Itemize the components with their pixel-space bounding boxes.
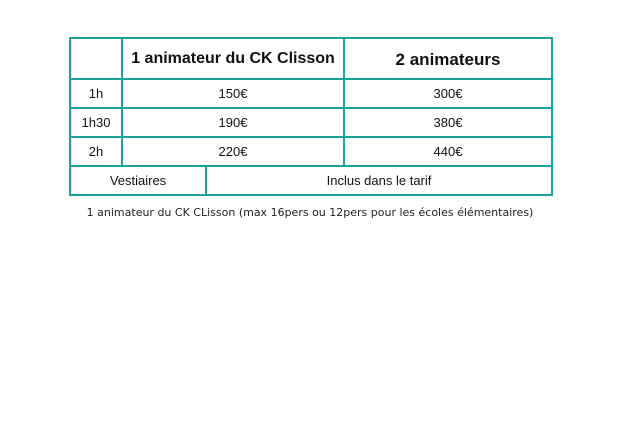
table-row xyxy=(70,108,552,137)
vestiaires-value-cell: Inclus dans le tarif xyxy=(206,166,552,195)
header-one-animator: 1 animateur du CK Clisson xyxy=(122,38,344,79)
price-one-animator-cell: 190€ xyxy=(122,108,344,137)
price-one-animator-cell: 150€ xyxy=(122,79,344,108)
duration-cell: 2h xyxy=(70,137,122,166)
price-two-animators-cell: 440€ xyxy=(344,137,552,166)
price-one-animator-cell: 220€ xyxy=(122,137,344,166)
pricing-table xyxy=(69,37,553,196)
duration-cell: 1h xyxy=(70,79,122,108)
duration-cell: 1h30 xyxy=(70,108,122,137)
table-row xyxy=(70,137,552,166)
table-header-row xyxy=(70,38,552,79)
table-row xyxy=(70,79,552,108)
vestiaires-label-cell: Vestiaires xyxy=(70,166,206,195)
price-two-animators-cell: 300€ xyxy=(344,79,552,108)
header-corner-cell xyxy=(70,38,122,79)
header-two-animators: 2 animateurs xyxy=(344,38,552,79)
table-footer-row xyxy=(70,166,552,195)
footnote: 1 animateur du CK CLisson (max 16pers ou 12pers pour les écoles élémentaires) xyxy=(86,206,534,219)
price-two-animators-cell: 380€ xyxy=(344,108,552,137)
